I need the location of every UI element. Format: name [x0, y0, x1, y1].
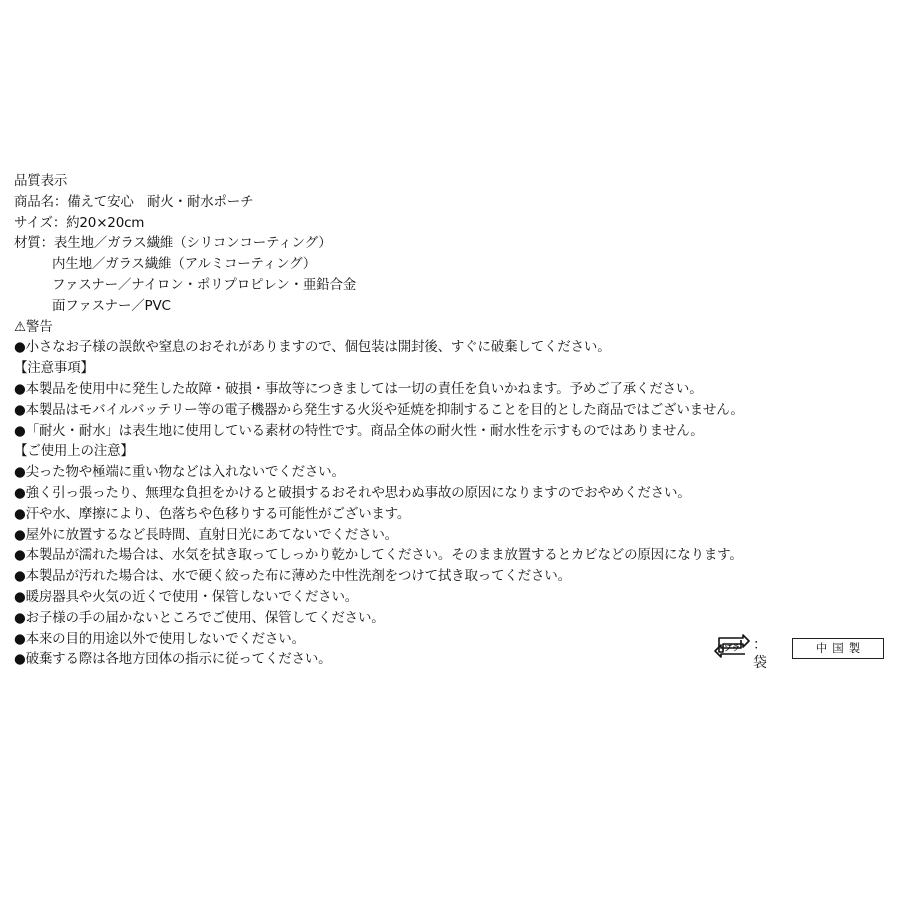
- product-size: サイズ：約20×20cm: [14, 214, 145, 231]
- notes-item: ●本製品はモバイルバッテリー等の電子機器から発生する火災や延焼を抑制することを目的とした商品ではございません。: [14, 401, 744, 418]
- usage-item: ●本製品が汚れた場合は、水で硬く絞った布に薄めた中性洗剤をつけて拭き取ってください。: [14, 568, 571, 585]
- usage-item: ●本来の目的用途以外で使用しないでください。: [14, 630, 305, 647]
- material-line: ファスナー／ナイロン・ポリプロピレン・亜鉛合金: [52, 276, 357, 293]
- usage-item: ●暖房器具や火気の近くで使用・保管しないでください。: [14, 588, 359, 605]
- recycle-label: ：袋: [753, 637, 767, 671]
- usage-item: ●強く引っ張ったり、無理な負担をかけると破損するおそれや思わぬ事故の原因になりますのでおやめください。: [14, 484, 691, 501]
- warning-item: ●小さなお子様の誤飲や窒息のおそれがありますので、個包装は開封後、すぐに破棄してください。: [14, 339, 611, 356]
- usage-item: ●屋外に放置するなど長時間、直射日光にあてないでください。: [14, 526, 398, 543]
- product-name: 商品名：備えて安心 耐火・耐水ポーチ: [14, 193, 254, 210]
- plastic-recycle-icon: [713, 632, 751, 660]
- material-line: 材質：表生地／ガラス繊維（シリコンコーティング）: [14, 235, 332, 252]
- recycle-symbol-text: プラ: [724, 643, 740, 653]
- product-label-document: [14, 171, 834, 670]
- material-line: 内生地／ガラス繊維（アルミコーティング）: [52, 256, 317, 273]
- usage-item: ●お子様の手の届かないところでご使用、保管してください。: [14, 609, 385, 626]
- usage-heading: 【ご使用上の注意】: [14, 443, 134, 460]
- recycle-mark: [713, 632, 773, 671]
- material-line: 面ファスナー／PVC: [52, 297, 171, 314]
- usage-item: ●尖った物や極端に重い物などは入れないでください。: [14, 464, 345, 481]
- notes-heading: 【注意事項】: [14, 360, 94, 377]
- usage-item: ●破棄する際は各地方団体の指示に従ってください。: [14, 651, 332, 668]
- warning-heading: ⚠警告: [14, 318, 53, 335]
- country-of-origin-box: 中国製: [792, 638, 884, 659]
- notes-item: ●本製品を使用中に発生した故障・破損・事故等につきましては一切の責任を負いかねます。予めご了承ください。: [14, 380, 703, 397]
- usage-item: ●本製品が濡れた場合は、水気を拭き取ってしっかり乾かしてください。そのまま放置するとカビなどの原因になります。: [14, 547, 743, 564]
- quality-heading: 品質表示: [14, 173, 68, 189]
- usage-item: ●汗や水、摩擦により、色落ちや色移りする可能性がございます。: [14, 505, 411, 522]
- notes-item: ●「耐火・耐水」は表生地に使用している素材の特性です。商品全体の耐火性・耐水性を示すものではありません。: [14, 422, 704, 439]
